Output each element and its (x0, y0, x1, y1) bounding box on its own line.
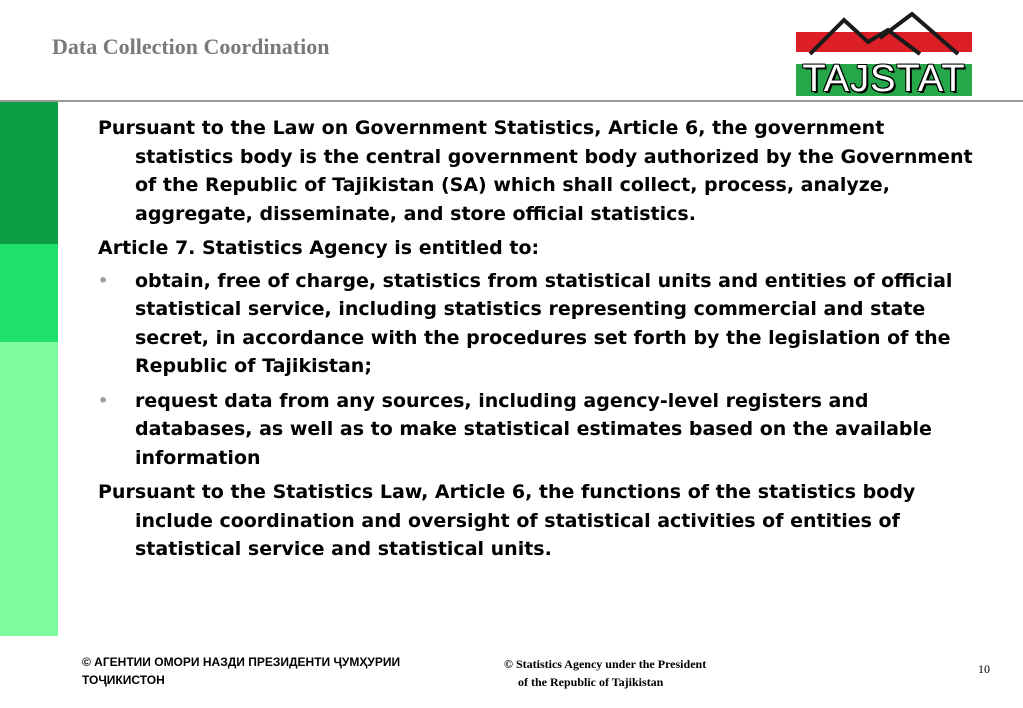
mountains-icon (796, 12, 972, 62)
footer-tajik-line-1: © АГЕНТИИ ОМОРИ НАЗДИ ПРЕЗИДЕНТИ ҶУМҲУРИИ (82, 655, 401, 669)
tajstat-logo (796, 12, 972, 100)
logo-wordmark: TAJSTAT (802, 58, 966, 100)
bullet-item (98, 267, 978, 381)
sidebar-band-mid (0, 244, 58, 342)
footer-copyright-tajik (82, 653, 462, 689)
paragraph-functions: Pursuant to the Statistics Law, Article 6, the functions of the statistics body include coordination and oversight of statistical activities of entities of statistical service and statistical units. (98, 481, 916, 560)
header-divider (0, 100, 1023, 102)
footer-copyright-english (504, 655, 804, 691)
paragraph-article-7-heading: Article 7. Statistics Agency is entitled to: (98, 237, 540, 259)
bullet-item (98, 387, 978, 473)
bullet-icon: • (98, 390, 109, 410)
slide-body (98, 114, 978, 570)
page-number: 10 (978, 662, 990, 676)
bullet-icon: • (98, 270, 109, 290)
paragraph-article-6: Pursuant to the Law on Government Statistics, Article 6, the government statistics body is the central government body authorized by the Government of the Republic of Tajikistan (SA) which shall collect, process, analyze, aggregate, disseminate, and store official statistics. (98, 117, 973, 225)
footer-tajik-line-2: ТОҶИКИСТОН (82, 673, 165, 687)
page-title: Data Collection Coordination (52, 34, 330, 59)
bullet-text: obtain, free of charge, statistics from statistical units and entities of official statistical service, including statistics representing commercial and state secret, in accordance with the procedures set forth by the legislation of the Republic of Tajikistan; (135, 269, 953, 377)
sidebar-band-dark (0, 102, 58, 244)
footer-english-line-1: © Statistics Agency under the President (504, 657, 707, 671)
bullet-text: request data from any sources, including agency-level registers and databases, as well as to make statistical estimates based on the available information (135, 389, 932, 469)
footer-english-line-2: of the Republic of Tajikistan (518, 675, 664, 689)
sidebar-band-light (0, 342, 58, 636)
